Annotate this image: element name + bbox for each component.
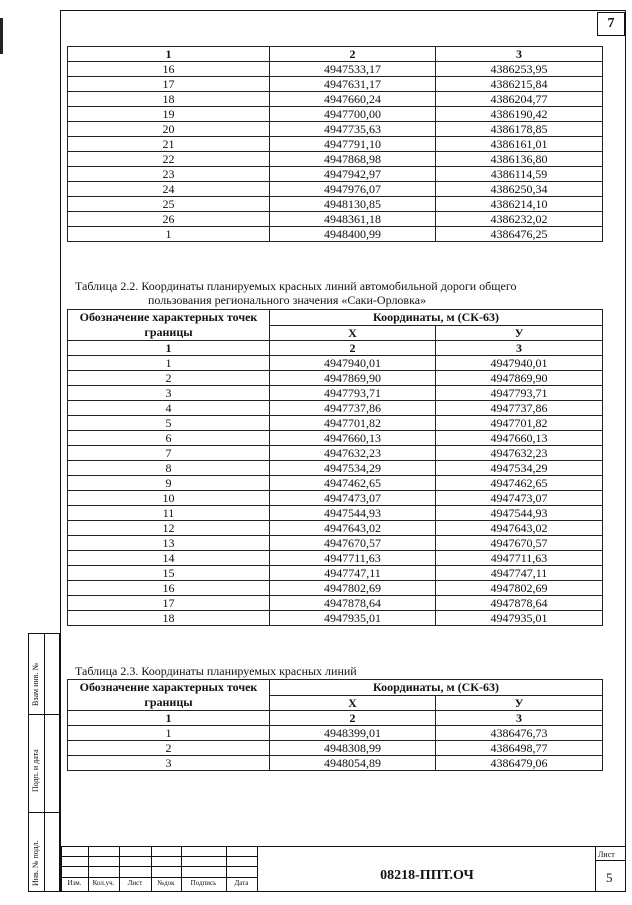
side-label-inv-replace: Взам инв. № bbox=[31, 662, 40, 706]
table2-data-row bbox=[68, 611, 603, 626]
table2-data-row bbox=[68, 446, 603, 461]
table2-data-row bbox=[68, 371, 603, 386]
table3-data-cell: 4948308,99 bbox=[270, 741, 436, 756]
table3-data-cell: 1 bbox=[68, 726, 270, 741]
document-code: 08218-ППТ.ОЧ bbox=[380, 868, 474, 883]
table2-data-cell: 4947940,01 bbox=[436, 356, 603, 371]
table2-data-cell: 4947869,90 bbox=[436, 371, 603, 386]
table2-data-cell: 4947711,63 bbox=[436, 551, 603, 566]
table1-data-cell: 4947976,07 bbox=[270, 182, 436, 197]
table2-x-header: Х bbox=[270, 325, 436, 341]
table2-header-row bbox=[68, 310, 603, 326]
table2-data-cell: 14 bbox=[68, 551, 270, 566]
table2-data-cell: 4947802,69 bbox=[436, 581, 603, 596]
tb-label-list: Лист bbox=[127, 879, 143, 887]
table1-data-cell: 4386250,34 bbox=[436, 182, 603, 197]
table2-caption-line2: пользования регионального значения «Саки-Орловка» bbox=[148, 293, 427, 307]
coordinates-table-2-3 bbox=[67, 679, 603, 771]
table2-data-cell: 4947701,82 bbox=[270, 416, 436, 431]
table2-numbering-row bbox=[68, 341, 603, 356]
table1-data-row bbox=[68, 92, 603, 107]
table1-data-cell: 4386178,85 bbox=[436, 122, 603, 137]
table2-point-header-text: Обозначение характерных точек границы bbox=[79, 310, 258, 339]
table2-data-cell: 16 bbox=[68, 581, 270, 596]
sheet-label: Лист bbox=[598, 850, 615, 859]
table1-data-cell: 4386136,80 bbox=[436, 152, 603, 167]
table1-data-cell: 16 bbox=[68, 62, 270, 77]
tb-sheet-line bbox=[595, 860, 626, 861]
table2-data-cell: 4947935,01 bbox=[436, 611, 603, 626]
table2-data-cell: 3 bbox=[68, 386, 270, 401]
table1-data-cell: 4386253,95 bbox=[436, 62, 603, 77]
side-label-inv-original: Инв. № подл. bbox=[31, 840, 40, 886]
table2-data-cell: 18 bbox=[68, 611, 270, 626]
table2-data-cell: 4947544,93 bbox=[270, 506, 436, 521]
table2-data-row bbox=[68, 356, 603, 371]
table2-data-cell: 4947670,57 bbox=[436, 536, 603, 551]
sheet-number: 5 bbox=[606, 870, 613, 885]
table1-data-cell: 4386232,02 bbox=[436, 212, 603, 227]
table1-data-row bbox=[68, 167, 603, 182]
table1-data-cell: 1 bbox=[68, 227, 270, 242]
table2-data-cell: 4947747,11 bbox=[270, 566, 436, 581]
table1-body bbox=[68, 47, 603, 242]
table2-data-cell: 4947737,86 bbox=[270, 401, 436, 416]
table1-data-cell: 22 bbox=[68, 152, 270, 167]
table1-data-cell: 20 bbox=[68, 122, 270, 137]
table2-data-cell: 8 bbox=[68, 461, 270, 476]
table2-data-cell: 4947737,86 bbox=[436, 401, 603, 416]
table2-data-cell: 4947660,13 bbox=[270, 431, 436, 446]
table3-data-cell: 4948399,01 bbox=[270, 726, 436, 741]
table3-data-cell: 2 bbox=[68, 741, 270, 756]
tb-label-ndok: №док bbox=[157, 879, 175, 887]
table1-header-row bbox=[68, 47, 603, 62]
table2-data-cell: 9 bbox=[68, 476, 270, 491]
tb-line-2 bbox=[61, 856, 257, 857]
table3-y-header: У bbox=[436, 695, 603, 711]
side-stamp-sep-2 bbox=[28, 812, 60, 813]
table3-data-cell: 4386476,73 bbox=[436, 726, 603, 741]
table2-numbering-cell: 1 bbox=[68, 341, 270, 356]
table2-data-row bbox=[68, 431, 603, 446]
table2-data-cell: 4947670,57 bbox=[270, 536, 436, 551]
tb-label-izm: Изм. bbox=[67, 879, 82, 887]
table2-body bbox=[68, 310, 603, 626]
table2-data-cell: 4947632,23 bbox=[270, 446, 436, 461]
table1-data-cell: 4947631,17 bbox=[270, 77, 436, 92]
table2-data-cell: 2 bbox=[68, 371, 270, 386]
table2-coords-header: Координаты, м (СК-63) bbox=[270, 310, 603, 326]
table1-data-row bbox=[68, 152, 603, 167]
table1-data-cell: 4386204,77 bbox=[436, 92, 603, 107]
table2-data-cell: 12 bbox=[68, 521, 270, 536]
table1-data-row bbox=[68, 107, 603, 122]
table3-numbering-cell: 2 bbox=[270, 711, 436, 726]
table1-data-cell: 4948130,85 bbox=[270, 197, 436, 212]
table2-data-cell: 4947643,02 bbox=[270, 521, 436, 536]
table2-data-cell: 4947711,63 bbox=[270, 551, 436, 566]
table1-data-cell: 4948361,18 bbox=[270, 212, 436, 227]
table1-data-cell: 24 bbox=[68, 182, 270, 197]
table3-numbering-cell: 3 bbox=[436, 711, 603, 726]
table2-data-cell: 4947534,29 bbox=[436, 461, 603, 476]
table2-data-cell: 4947878,64 bbox=[436, 596, 603, 611]
table3-numbering-cell: 1 bbox=[68, 711, 270, 726]
table2-data-cell: 17 bbox=[68, 596, 270, 611]
table1-data-row bbox=[68, 182, 603, 197]
table2-data-cell: 7 bbox=[68, 446, 270, 461]
table2-data-row bbox=[68, 461, 603, 476]
table1-data-row bbox=[68, 122, 603, 137]
table1-data-cell: 4947791,10 bbox=[270, 137, 436, 152]
table2-data-row bbox=[68, 476, 603, 491]
table2-data-row bbox=[68, 521, 603, 536]
coordinates-table-continuation bbox=[67, 46, 603, 242]
table1-data-row bbox=[68, 197, 603, 212]
table2-data-row bbox=[68, 386, 603, 401]
table1-data-cell: 4947735,63 bbox=[270, 122, 436, 137]
table2-data-cell: 1 bbox=[68, 356, 270, 371]
table2-data-cell: 4947544,93 bbox=[436, 506, 603, 521]
table1-data-row bbox=[68, 77, 603, 92]
table3-caption: Таблица 2.3. Координаты планируемых красных линий bbox=[75, 664, 357, 678]
table2-data-row bbox=[68, 566, 603, 581]
table2-data-cell: 5 bbox=[68, 416, 270, 431]
scan-edge-mark bbox=[0, 18, 3, 54]
table2-data-cell: 4947747,11 bbox=[436, 566, 603, 581]
top-page-number: 7 bbox=[597, 12, 625, 36]
table3-point-header bbox=[68, 680, 270, 711]
table3-data-cell: 4386498,77 bbox=[436, 741, 603, 756]
table2-data-row bbox=[68, 506, 603, 521]
coordinates-table-2-2 bbox=[67, 309, 603, 626]
table2-data-row bbox=[68, 581, 603, 596]
table2-data-cell: 4947660,13 bbox=[436, 431, 603, 446]
table1-data-cell: 4947700,00 bbox=[270, 107, 436, 122]
table1-data-row bbox=[68, 62, 603, 77]
table2-data-row bbox=[68, 536, 603, 551]
table3-body bbox=[68, 680, 603, 771]
table2-data-cell: 4 bbox=[68, 401, 270, 416]
table2-data-cell: 4947940,01 bbox=[270, 356, 436, 371]
table1-header-cell: 2 bbox=[270, 47, 436, 62]
table1-data-cell: 4947942,97 bbox=[270, 167, 436, 182]
table1-data-row bbox=[68, 227, 603, 242]
table3-coords-header: Координаты, м (СК-63) bbox=[270, 680, 603, 696]
table1-data-cell: 17 bbox=[68, 77, 270, 92]
table2-numbering-cell: 3 bbox=[436, 341, 603, 356]
table2-y-header: У bbox=[436, 325, 603, 341]
table1-data-cell: 4386190,42 bbox=[436, 107, 603, 122]
table2-data-cell: 4947534,29 bbox=[270, 461, 436, 476]
table2-data-cell: 4947802,69 bbox=[270, 581, 436, 596]
table1-header-cell: 1 bbox=[68, 47, 270, 62]
table2-data-cell: 15 bbox=[68, 566, 270, 581]
table2-data-cell: 13 bbox=[68, 536, 270, 551]
table2-data-cell: 4947701,82 bbox=[436, 416, 603, 431]
table3-data-row bbox=[68, 741, 603, 756]
table1-header-cell: 3 bbox=[436, 47, 603, 62]
table1-data-cell: 4386214,10 bbox=[436, 197, 603, 212]
table3-header-row bbox=[68, 680, 603, 696]
tb-label-data: Дата bbox=[234, 879, 249, 887]
table2-numbering-cell: 2 bbox=[270, 341, 436, 356]
table2-data-row bbox=[68, 416, 603, 431]
tb-line-4 bbox=[61, 877, 257, 878]
table3-data-row bbox=[68, 726, 603, 741]
table1-data-cell: 4386114,59 bbox=[436, 167, 603, 182]
table3-data-row bbox=[68, 756, 603, 771]
table1-data-cell: 4947660,24 bbox=[270, 92, 436, 107]
table2-data-cell: 10 bbox=[68, 491, 270, 506]
table1-data-row bbox=[68, 212, 603, 227]
table2-data-row bbox=[68, 491, 603, 506]
table1-data-cell: 4386476,25 bbox=[436, 227, 603, 242]
table1-data-cell: 4386161,01 bbox=[436, 137, 603, 152]
table3-data-cell: 3 bbox=[68, 756, 270, 771]
table2-data-cell: 4947793,71 bbox=[436, 386, 603, 401]
table2-data-cell: 4947462,65 bbox=[436, 476, 603, 491]
table2-data-row bbox=[68, 551, 603, 566]
tb-label-kol: Кол.уч. bbox=[92, 879, 115, 887]
tb-line-top bbox=[61, 846, 626, 847]
table2-data-row bbox=[68, 401, 603, 416]
table1-data-cell: 25 bbox=[68, 197, 270, 212]
side-stamp-sep-1 bbox=[28, 714, 60, 715]
table2-data-cell: 4947793,71 bbox=[270, 386, 436, 401]
side-label-sign-date: Подп. и дата bbox=[31, 749, 40, 792]
table3-x-header: Х bbox=[270, 695, 436, 711]
table3-data-cell: 4948054,89 bbox=[270, 756, 436, 771]
table1-data-cell: 4948400,99 bbox=[270, 227, 436, 242]
table1-data-cell: 4386215,84 bbox=[436, 77, 603, 92]
table1-data-cell: 4947533,17 bbox=[270, 62, 436, 77]
table2-data-cell: 4947632,23 bbox=[436, 446, 603, 461]
table1-data-cell: 23 bbox=[68, 167, 270, 182]
table2-data-cell: 4947935,01 bbox=[270, 611, 436, 626]
table2-data-cell: 4947878,64 bbox=[270, 596, 436, 611]
table2-data-cell: 6 bbox=[68, 431, 270, 446]
table1-data-cell: 26 bbox=[68, 212, 270, 227]
tb-line-3 bbox=[61, 866, 257, 867]
table1-data-cell: 18 bbox=[68, 92, 270, 107]
table2-data-cell: 4947473,07 bbox=[270, 491, 436, 506]
side-stamp-divider bbox=[44, 633, 45, 892]
table2-data-cell: 4947462,65 bbox=[270, 476, 436, 491]
table2-data-cell: 4947643,02 bbox=[436, 521, 603, 536]
table3-numbering-row bbox=[68, 711, 603, 726]
table2-data-cell: 4947473,07 bbox=[436, 491, 603, 506]
table1-data-cell: 21 bbox=[68, 137, 270, 152]
table3-point-header-text: Обозначение характерных точек границы bbox=[79, 680, 258, 709]
table1-data-cell: 4947868,98 bbox=[270, 152, 436, 167]
table1-data-row bbox=[68, 137, 603, 152]
table2-data-cell: 4947869,90 bbox=[270, 371, 436, 386]
table2-data-row bbox=[68, 596, 603, 611]
table2-caption-line1: Таблица 2.2. Координаты планируемых красных линий автомобильной дороги общего bbox=[75, 279, 517, 293]
table2-data-cell: 11 bbox=[68, 506, 270, 521]
table1-data-cell: 19 bbox=[68, 107, 270, 122]
table3-data-cell: 4386479,06 bbox=[436, 756, 603, 771]
tb-label-podpis: Подпись bbox=[190, 879, 217, 887]
table2-point-header bbox=[68, 310, 270, 341]
